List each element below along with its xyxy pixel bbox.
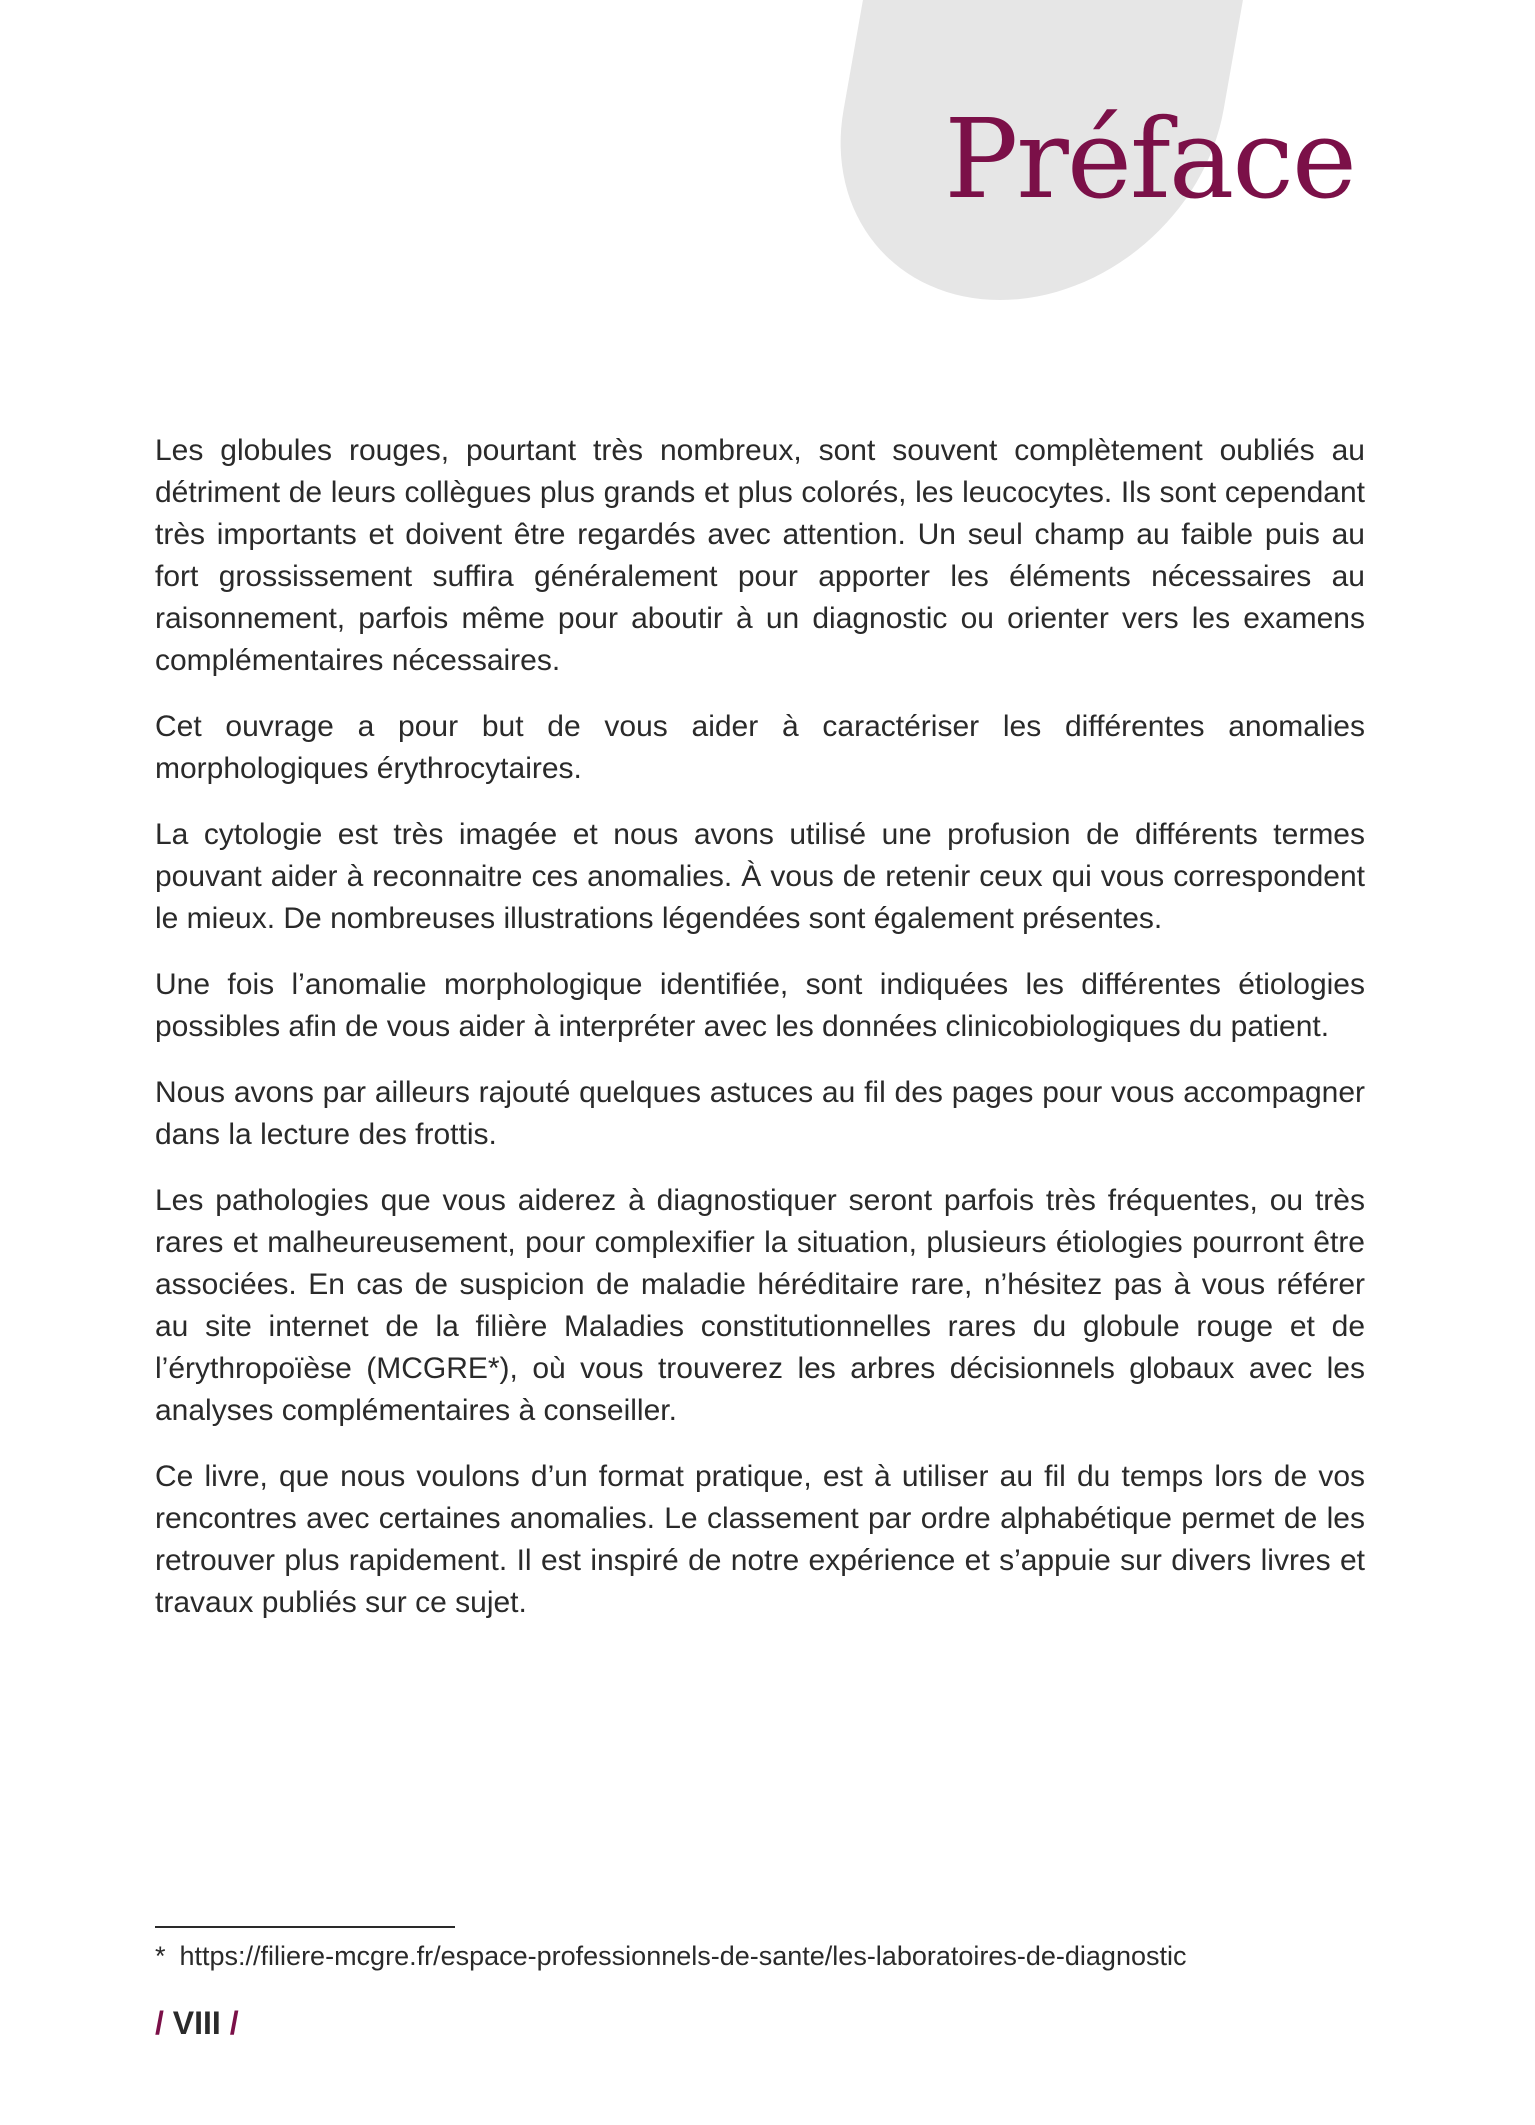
footnote-divider	[155, 1926, 455, 1928]
paragraph: Les pathologies que vous aiderez à diagnostiquer seront parfois très fréquentes, ou très rares et malheureusement, pour complexifier la situation, plusieurs étiologies pourront être associées. En cas de suspicion de maladie héréditaire rare, n’hésitez pas à vous référer au site internet de la filière Maladies constitutionnelles rares du globule rouge et de l’érythropoïèse (MCGRE*), où vous trouverez les arbres décisionnels globaux avec les analyses complémentaires à conseiller.	[155, 1184, 1365, 1427]
page-number-slash-left: /	[155, 2005, 164, 2041]
paragraph: Ce livre, que nous voulons d’un format pratique, est à utiliser au fil du temps lors de vos rencontres avec certaines anomalies. Le classement par ordre alphabétique permet de les retrouver plus rapidement. Il est inspiré de notre expérience et s’appuie sur divers livres et travaux publiés sur ce sujet.	[155, 1460, 1365, 1619]
page-number-value: VIII	[172, 2005, 221, 2041]
paragraph: Cet ouvrage a pour but de vous aider à caractériser les différentes anomalies morphologiques érythrocytaires.	[155, 710, 1365, 785]
footnote-link[interactable]: https://filiere-mcgre.fr/espace-professionnels-de-sante/les-laboratoires-de-diagnostic	[179, 1941, 1187, 1971]
footnote-mark: *	[155, 1941, 166, 1971]
body-text	[155, 430, 1365, 1648]
paragraph: La cytologie est très imagée et nous avons utilisé une profusion de différents termes pouvant aider à reconnaitre ces anomalies. À vous de retenir ceux qui vous correspondent le mieux. De nombreuses illustrations légendées sont également présentes.	[155, 818, 1365, 935]
footnote	[155, 1938, 1186, 1974]
page-title: Préface	[944, 95, 1355, 223]
paragraph: Une fois l’anomalie morphologique identifiée, sont indiquées les différentes étiologies possibles afin de vous aider à interpréter avec les données clinicobiologiques du patient.	[155, 968, 1365, 1043]
paragraph: Les globules rouges, pourtant très nombreux, sont souvent complètement oubliés au détriment de leurs collègues plus grands et plus colorés, les leucocytes. Ils sont cependant très importants et doivent être regardés avec attention. Un seul champ au faible puis au fort grossissement suffira généralement pour apporter les éléments nécessaires au raisonnement, parfois même pour aboutir à un diagnostic ou orienter vers les examens complémentaires nécessaires.	[155, 434, 1365, 677]
page-number-slash-right: /	[229, 2005, 239, 2041]
paragraph: Nous avons par ailleurs rajouté quelques astuces au fil des pages pour vous accompagner dans la lecture des frottis.	[155, 1076, 1365, 1151]
page-number	[155, 2003, 239, 2043]
